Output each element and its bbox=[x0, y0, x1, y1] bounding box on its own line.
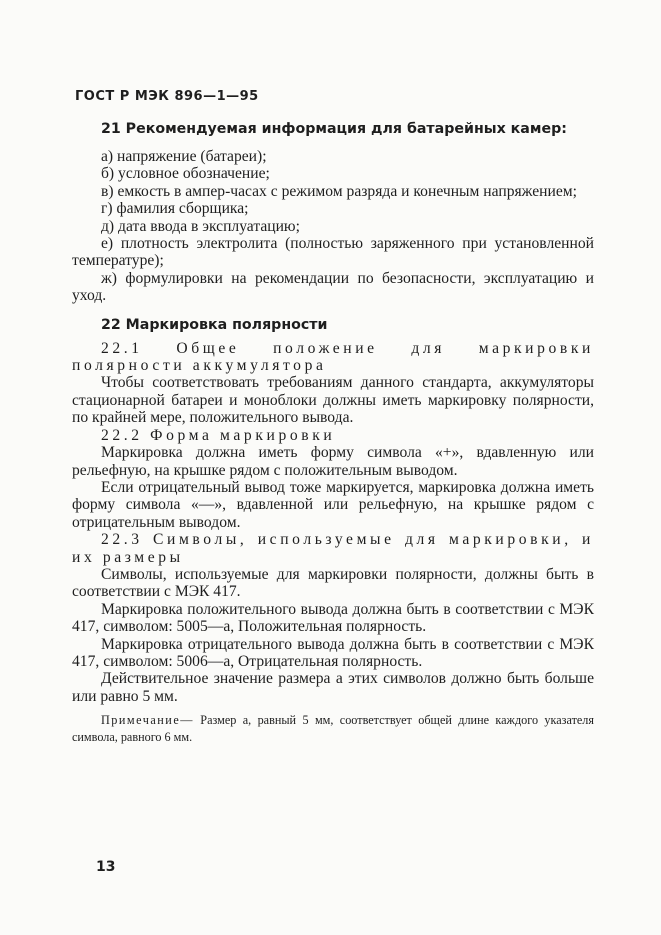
note bbox=[72, 712, 594, 746]
subsection-22-1-heading: 22.1 Общее положение для маркировки полярности аккумулятора bbox=[72, 339, 594, 375]
subsection-22-2-paragraph-2: Если отрицательный вывод тоже маркируется, маркировка должна иметь форму символа «—», вдавленной или рельефную, на крышке рядом с отрицательным выводом. bbox=[72, 478, 594, 531]
section-22-heading: 22 Маркировка полярности bbox=[101, 316, 328, 333]
subsection-22-2-heading: 22.2 Форма маркировки bbox=[101, 426, 336, 444]
list-item-g: г) фамилия сборщика; bbox=[101, 200, 249, 218]
note-text: Размер a, равный 5 мм, соответствует общей длине каждого указателя символа, равного 6 мм. bbox=[72, 713, 594, 745]
list-item-e: е) плотность электролита (полностью заряженного при установленной температуре); bbox=[72, 235, 594, 270]
section-21-heading: 21 Рекомендуемая информация для батарейных камер: bbox=[101, 121, 567, 137]
list-item-b: б) условное обозначение; bbox=[101, 165, 270, 183]
note-label: Примечание— bbox=[101, 713, 194, 728]
subsection-22-3-heading: 22.3 Символы, используемые для маркировки, и их размеры bbox=[72, 531, 594, 566]
subsection-22-2-paragraph-1: Маркировка должна иметь форму символа «+», вдавленную или рельефную, на крышке рядом с положительным выводом. bbox=[72, 444, 594, 479]
document-body bbox=[72, 118, 594, 746]
list-item-zh: ж) формулировки на рекомендации по безопасности, эксплуатацию и уход. bbox=[72, 269, 594, 305]
subsection-22-3-paragraph-2: Маркировка положительного вывода должна быть в соответствии с МЭК 417, символом: 5005—а, Положительная полярность. bbox=[72, 600, 594, 636]
list-item-v: в) емкость в ампер-часах с режимом разряда и конечным напряжением; bbox=[101, 182, 577, 200]
subsection-22-3-paragraph-1: Символы, используемые для маркировки полярности, должны быть в соответствии с МЭК 417. bbox=[72, 565, 594, 601]
document-header: ГОСТ Р МЭК 896—1—95 bbox=[75, 89, 259, 104]
list-item-d: д) дата ввода в эксплуатацию; bbox=[101, 217, 300, 235]
subsection-22-1-paragraph: Чтобы соответствовать требованиям данного стандарта, аккумуляторы стационарной батареи и моноблоки должны иметь маркировку полярности, по крайней мере, положительного вывода. bbox=[72, 374, 594, 427]
list-item-a: а) напряжение (батареи); bbox=[101, 148, 267, 165]
page-number: 13 bbox=[96, 859, 116, 875]
subsection-22-3-paragraph-4: Действительное значение размера a этих символов должно быть больше или равно 5 мм. bbox=[72, 670, 594, 705]
subsection-22-3-paragraph-3: Маркировка отрицательного вывода должна быть в соответствии с МЭК 417, символом: 5006—а, Отрицательная полярность. bbox=[72, 635, 594, 670]
